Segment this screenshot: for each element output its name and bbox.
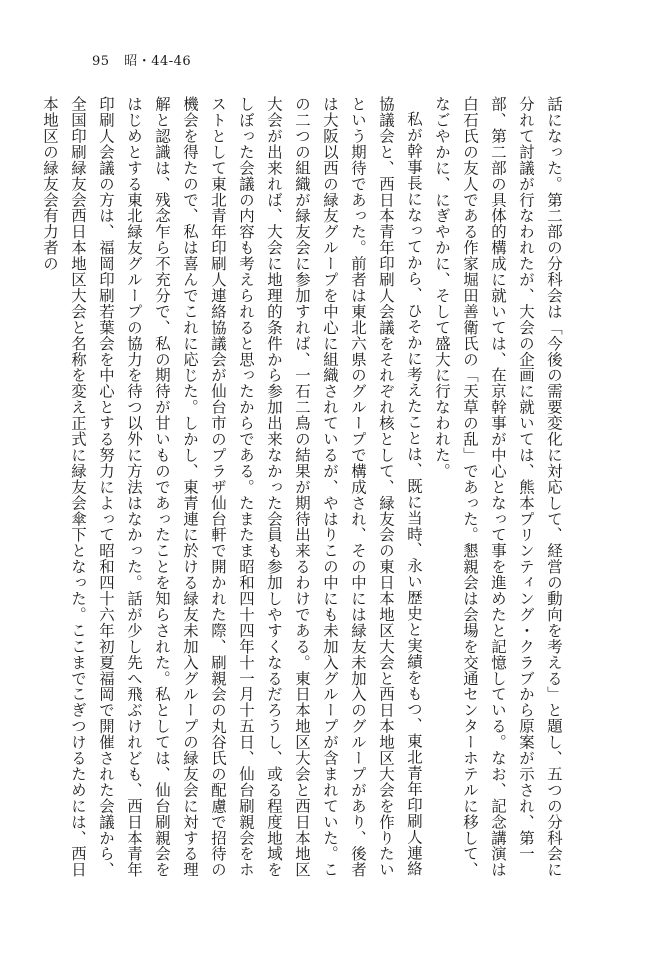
page-number: 95 — [92, 54, 110, 69]
paragraph-1: 話になった。第二部の分科会は「今後の需要変化に対応して、経営の動向を考える」と題し、五つの分科会に分れて討議が行なわれたが、大会の企画に就いては、熊本プリンティング・クラブから原案が示され、第一部、第二部の具体的構成に就いては、在京幹事が中心となって事を進めたと記憶している。なお、記念講演は白石氏の友人である作家堀田善衛氏の「天草の乱」であった。懇親会は会場を交通センターホテルに移して、なごやかに、にぎやかに、そして盛大に行なわれた。 — [433, 96, 563, 878]
body-text — [41, 96, 568, 886]
paragraph-2: 私が幹事長になってから、ひそかに考えたことは、既に当時、永い歴史と実績をもつ、東北青年印刷人連絡協議会と、西日本青年印刷人会議をそれぞれ核として、緑友会の東日本地区大会と西日本地区大会を作りたいという期待であった。前者は東北六県のグループで構成され、その中には緑友未加入のグループがあり、後者は大阪以西の緑友グループを中心に組織されているが、やはりこの中にも未加入グループが含まれていた。この二つの組織が緑友会に参加すれば、一石二鳥の結果が期待出来るわけである。東日本地区大会と西日本地区大会が出来れば、大会に地理的条件から参加出来なかった会員も参加しやすくなるだろうし、或る程度地域をしぼった会議の内容も考えられると思ったからである。たまたま昭和四十四年十一月十五日、仙台刷親会をホストとして東北青年印刷人連絡協議会が仙台市のプラザ仙台軒で開かれた際、刷親会の丸谷氏の配慮で招待の機会を得たので、私は喜んでこれに応じた。しかし、東青連に於ける緑友未加入グループの緑友会に対する理解と認識は、残念乍ら不充分で、私の期待が甘いものであったことを知らされた。私としては、仙台刷親会をはじめとする東北緑友グループの協力を待つ以外に方法はなかった。話が少し先へ飛ぶけれども、西日本青年印刷人会議の方は、福岡印刷若葉会を中心とする努力によって昭和四十六年初夏福岡で開催された会議から、全国印刷緑友会西日本地区大会と名称を変え正式に緑友会傘下となった。ここまでこぎつけるためには、西日本地区の緑友会有力者の — [41, 96, 423, 878]
section-label: 昭・44-46 — [124, 54, 192, 69]
page-header — [92, 50, 191, 69]
